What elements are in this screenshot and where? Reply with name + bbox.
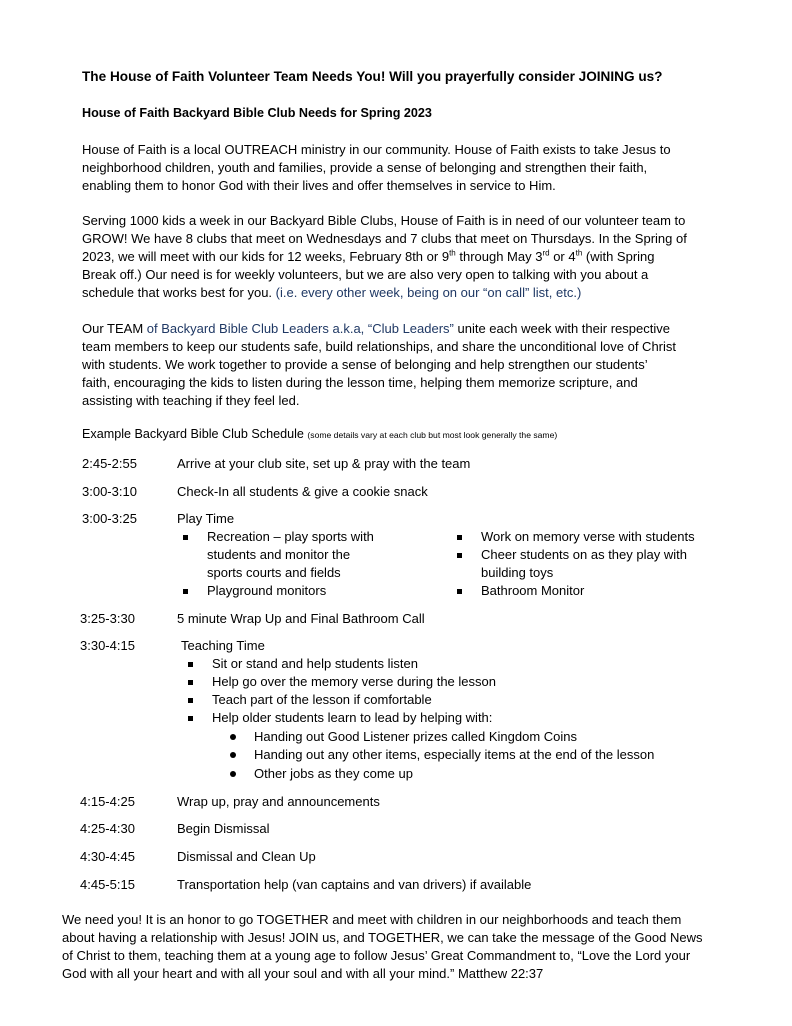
serving-line: GROW! We have 8 clubs that meet on Wednesdays and 7 clubs that meet on Thursdays. In the Spring of: [82, 231, 687, 246]
intro-line: neighborhood children, youth and families, provide a sense of belonging and strengthen their faith,: [82, 160, 648, 175]
team-line: faith, encouraging the kids to listen during the lesson time, helping them memorize scripture, and: [82, 375, 638, 390]
closing-line: We need you! It is an honor to go TOGETHER and meet with children in our neighborhoods and teach them: [62, 912, 682, 927]
serving-paragraph: [82, 212, 718, 302]
intro-paragraph: [82, 141, 718, 195]
closing-line: of Christ to them, teaching them at a young age to follow Jesus’ Great Commandment to, “Love the Lord your: [62, 948, 691, 963]
team-line: with students. We work together to provide a sense of belonging and help strengthen our students’: [82, 357, 648, 372]
closing-line: about having a relationship with Jesus! JOIN us, and TOGETHER, we can take the message of the Good News: [62, 930, 703, 945]
document-page: The House of Faith Volunteer Team Needs You! Will you prayerfully consider JOINING us? House of Faith Backyard Bible Club Needs for Spring 2023 House of Faith is a local OUTREACH ministry in our community. House of Faith exists to take Jesus to neighborhood children, youth and families, provide a sense of belonging and strengthen their faith, enabling them to honor God with their lives and offer themselves in service to Him. Serving 1000 kids a week in our Backyard Bible Clubs, House of Faith is in need of our volunteer team to GROW! We have 8 clubs that meet on Wednesdays and 7 clubs that meet on Thursdays. In the Spring of 2023, we will meet with our kids for 12 weeks, February 8th or 9th through May 3rd or 4th (with Spring Break off.) Our need is for weekly volunteers, but we are also very open to talking with you about a schedule that works best for you. (i.e. every other week, being on our “on call” list, etc.) Our TEAM of Backyard Bible Club Leaders a.k.a, “Club Leaders” unite each week with their respective team members to keep our students safe, build relationships, and share the unconditional love of Christ with students. We work together to provide a sense of belonging and help strengthen our students’ faith, encouraging the kids to listen during the lesson time, helping them memorize scripture, and assisting with teaching if they feel led. Example Backyard Bible Club Schedule (some details vary at each club but most look generally the same) 2:45-2:55 Arrive at your club site, set up & pray with the team 3:00-3:10 Check-In all students & give a cookie snack 3:00-3:25 Play Time Recreation – play sports with students and monitor the sports courts and fields Playground monitors Work on memory verse with students Cheer students on as they play with building toys Bathroom Monitor 3:25-3:30 5 minute Wrap Up and Final Bathroom Call 3:30-4:15 Teaching Time Sit or stand and help students listen Help go over the memory verse during the lesson Teach part of the lesson if comfortable Help older students learn to lead by helping with: Handing out Good Listener prizes called Kingdom Coins Handing out any other items, especially items at the end of the lesson Other jobs as they come up 4:15-4:25 Wrap up, pray and announcements 4:25-4:30 Begin Dismissal 4:30-4:45 Dismissal and Clean Up 4:45-5:15 Transportation help (van captains and van drivers) if available We need you! It is an honor to go TOGETHER and meet with children in our neighborhoods and teach them about having a relationship with Jesus! JOIN us, and TOGETHER, we can take the message of the Good News of Christ to them, teaching them at a young age to follow Jesus’ Great Commandment to, “Love the Lord your God with all your heart and with all your soul and with all your mind.” Matthew 22:37: [0, 0, 792, 1026]
team-paragraph: [82, 320, 718, 410]
serving-line: 2023, we will meet with our kids for 12 weeks, February 8th or 9th through May 3rd or 4th (with Spring: [82, 248, 655, 264]
team-line: Our TEAM of Backyard Bible Club Leaders a.k.a, “Club Leaders” unite each week with their respective: [82, 321, 670, 336]
serving-line: schedule that works best for you. (i.e. every other week, being on our “on call” list, etc.): [82, 285, 582, 300]
serving-line: Break off.) Our need is for weekly volunteers, but we are also very open to talking with you about a: [82, 267, 649, 282]
team-line: assisting with teaching if they feel led.: [82, 393, 300, 408]
page-title: The House of Faith Volunteer Team Needs You! Will you prayerfully consider JOINING us?: [82, 69, 663, 84]
schedule-title: Example Backyard Bible Club Schedule (some details vary at each club but most look generally the same): [82, 427, 558, 441]
page-subtitle: House of Faith Backyard Bible Club Needs for Spring 2023: [82, 106, 432, 120]
schedule-note: (some details vary at each club but most look generally the same): [307, 430, 558, 440]
intro-line: House of Faith is a local OUTREACH ministry in our community. House of Faith exists to take Jesus to: [82, 142, 671, 157]
team-line: team members to keep our students safe, build relationships, and share the unconditional love of Christ: [82, 339, 677, 354]
serving-line: Serving 1000 kids a week in our Backyard Bible Clubs, House of Faith is in need of our volunteer team to: [82, 213, 686, 228]
closing-line: God with all your heart and with all your soul and with all your mind.” Matthew 22:37: [62, 966, 544, 981]
closing-paragraph: [62, 911, 722, 983]
intro-line: enabling them to honor God with their lives and offer themselves in service to Him.: [82, 178, 556, 193]
